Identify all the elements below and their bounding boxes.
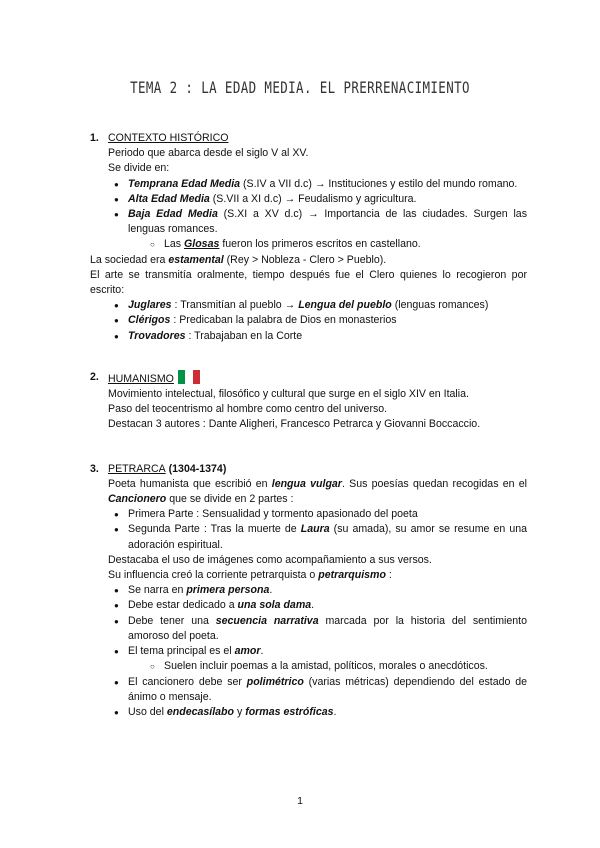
paragraph: Paso del teocentrismo al hombre como centro del universo. <box>108 403 388 416</box>
list-item: ● Se narra en primera persona. <box>90 583 527 598</box>
document-body <box>90 131 527 720</box>
section-petrarca <box>90 462 527 720</box>
page-number: 1 <box>297 795 303 807</box>
bullet-list <box>90 507 527 553</box>
paragraph: Destacaba el uso de imágenes como acompañamiento a sus versos. <box>108 553 432 566</box>
list-item: ● Debe tener una secuencia narrativa marcada por la historia del sentimiento amoroso del poeta. <box>90 614 527 644</box>
bullet-list <box>90 177 527 253</box>
paragraph: La sociedad era estamental (Rey > Nobleza - Clero > Pueblo). <box>90 253 387 266</box>
list-item: ● Debe estar dedicado a una sola dama. <box>90 598 527 613</box>
list-item: ● Uso del endecasílabo y formas estróficas. <box>90 705 527 720</box>
paragraph: Destacan 3 autores : Dante Aligheri, Francesco Petrarca y Giovanni Boccaccio. <box>108 418 481 431</box>
section-humanismo <box>90 370 527 433</box>
list-item: ● Segunda Parte : Tras la muerte de Laura (su amada), su amor se resume en una adoración espiritual. <box>90 522 527 552</box>
section-heading: CONTEXTO HISTÓRICO <box>108 132 229 144</box>
section-number: 2. <box>90 370 99 383</box>
list-item: ● Trovadores : Trabajaban en la Corte <box>90 329 527 344</box>
list-item: ● El tema principal es el amor. <box>90 644 527 659</box>
section-heading: HUMANISMO <box>108 370 527 387</box>
paragraph: Movimiento intelectual, filosófico y cultural que surge en el siglo XIV en Italia. <box>108 388 469 401</box>
paragraph: El arte se transmitía oralmente, tiempo después fue el Clero quienes lo recogieron por escrito: <box>90 268 527 297</box>
list-item: ● Alta Edad Media (S.VII a XI d.c) → Feudalismo y agricultura. <box>90 192 527 207</box>
sub-list-item: ○ Suelen incluir poemas a la amistad, políticos, morales o anecdóticos. <box>90 659 527 674</box>
paragraph: Periodo que abarca desde el siglo V al XV. <box>108 147 309 160</box>
section-number: 1. <box>90 132 99 144</box>
list-item: ● Primera Parte : Sensualidad y tormento apasionado del poeta <box>90 507 527 522</box>
list-item: ● Clérigos : Predicaban la palabra de Dios en monasterios <box>90 313 527 328</box>
sub-list-item: ○ Las Glosas fueron los primeros escritos en castellano. <box>90 237 527 252</box>
bullet-list <box>90 298 527 344</box>
list-item: ● Baja Edad Media (S.XI a XV d.c) → Importancia de las ciudades. Surgen las lenguas romances. <box>90 207 527 237</box>
page-title: TEMA 2 : LA EDAD MEDIA. EL PRERRENACIMIENTO <box>130 78 470 97</box>
section-contexto-historico <box>90 131 527 344</box>
section-number: 3. <box>90 462 99 475</box>
italy-flag-icon <box>178 370 200 384</box>
bullet-list <box>90 583 527 720</box>
paragraph: Se divide en: <box>108 162 170 175</box>
list-item: ● Juglares : Transmitían al pueblo → Lengua del pueblo (lenguas romances) <box>90 298 527 313</box>
section-heading: PETRARCA (1304-1374) <box>108 462 227 475</box>
paragraph: Su influencia creó la corriente petrarquista o petrarquismo : <box>108 569 392 582</box>
paragraph: Poeta humanista que escribió en lengua vulgar. Sus poesías quedan recogidas en el Cancionero que se divide en 2 partes : <box>108 477 528 506</box>
list-item: ● Temprana Edad Media (S.IV a VII d.c) → Instituciones y estilo del mundo romano. <box>90 177 527 192</box>
list-item: ● El cancionero debe ser polimétrico (varias métricas) dependiendo del estado de ánimo o mensaje. <box>90 675 527 705</box>
